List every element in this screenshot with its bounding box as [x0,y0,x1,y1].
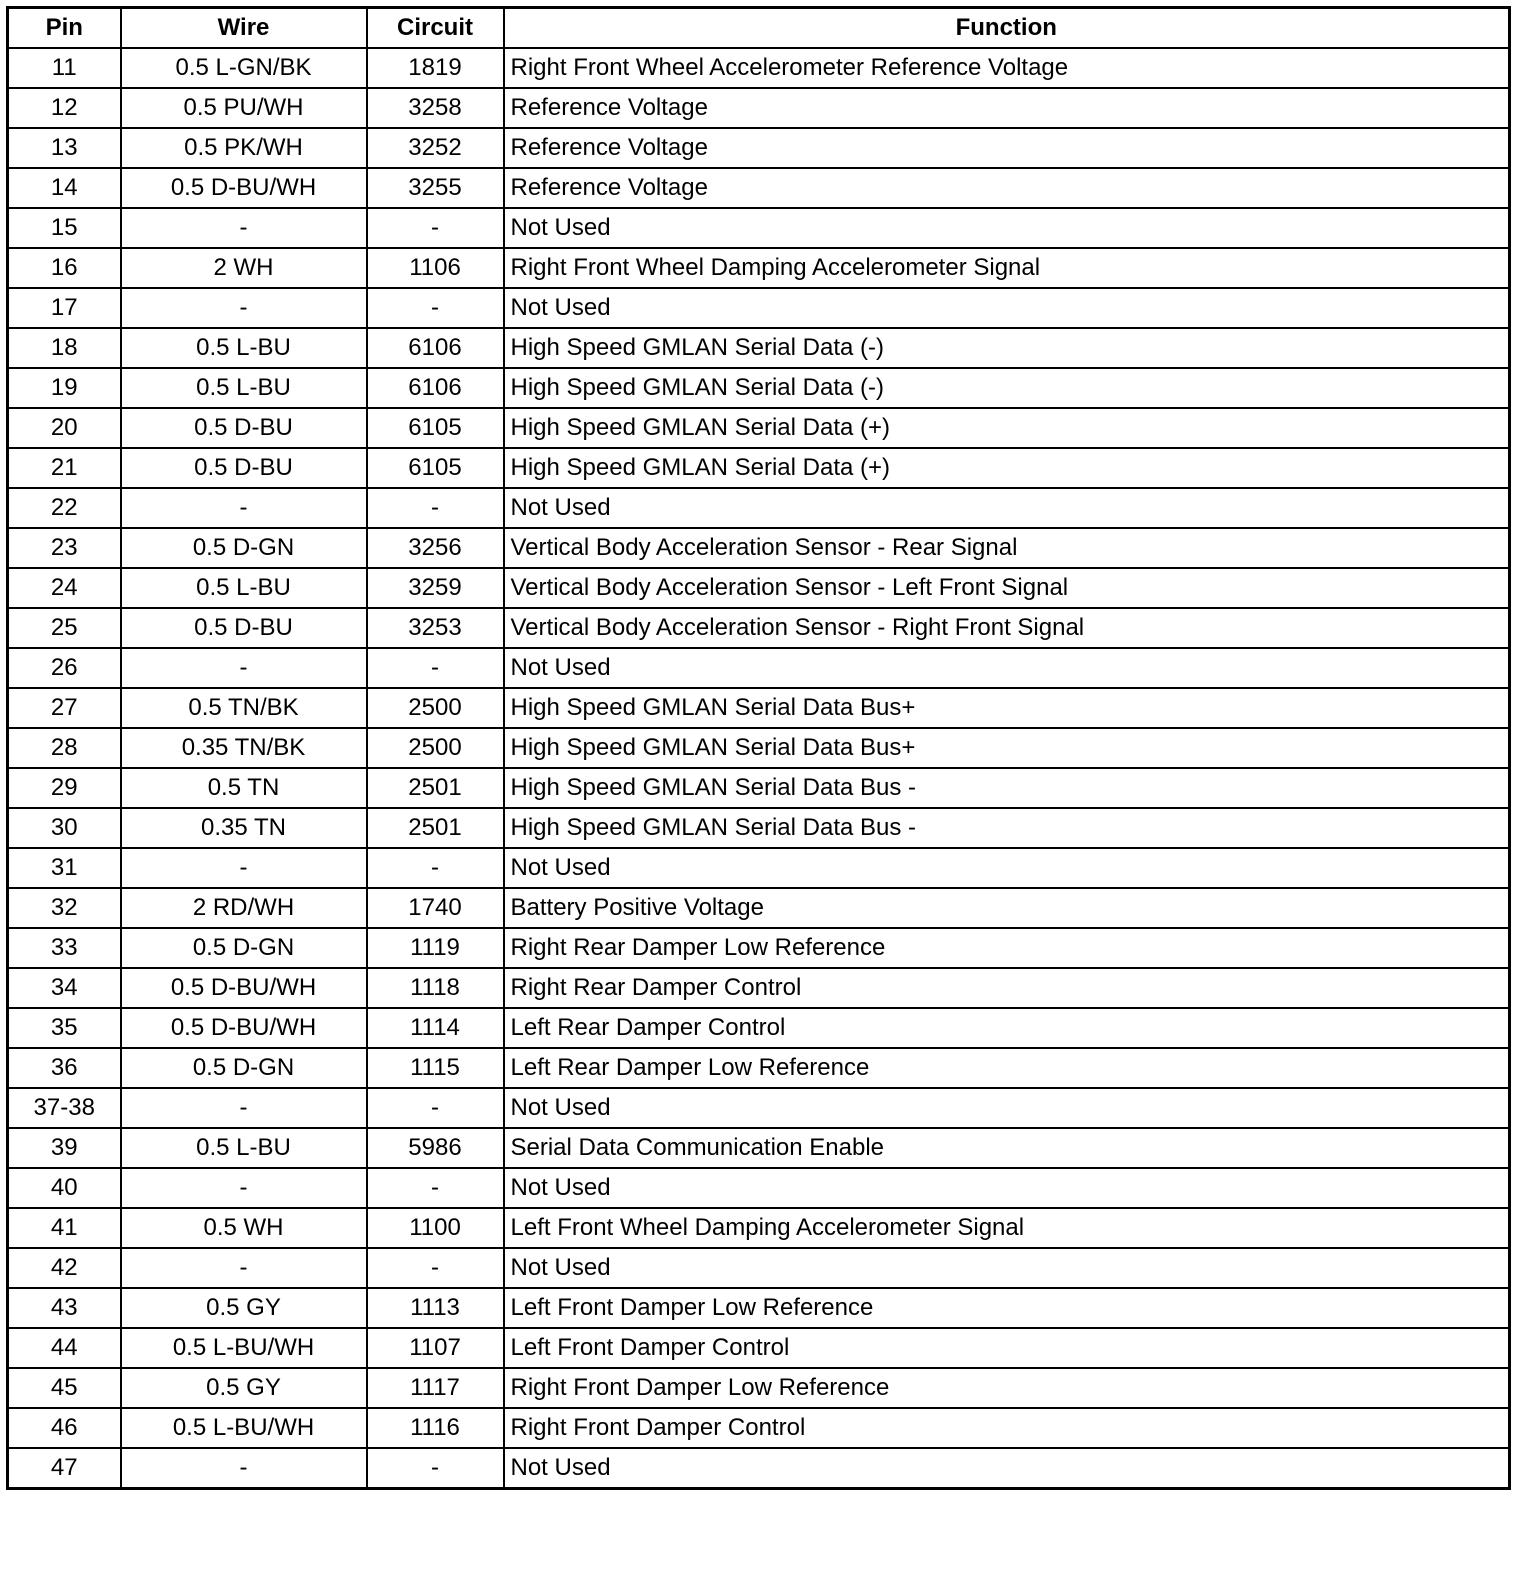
table-row [8,1008,1510,1048]
pin-cell: 27 [8,688,121,728]
wire-cell: - [121,488,367,528]
circuit-cell: 6105 [367,448,504,488]
function-cell: Right Rear Damper Low Reference [504,928,1510,968]
function-cell: Not Used [504,648,1510,688]
pin-cell: 13 [8,128,121,168]
pin-cell: 17 [8,288,121,328]
header-pin: Pin [8,8,121,49]
wire-cell: - [121,288,367,328]
table-header-row [8,8,1510,49]
circuit-cell: 1819 [367,48,504,88]
circuit-cell: - [367,1168,504,1208]
function-cell: Not Used [504,488,1510,528]
wire-cell: - [121,648,367,688]
table-row [8,1408,1510,1448]
table-row [8,888,1510,928]
table-row [8,1088,1510,1128]
function-cell: Reference Voltage [504,128,1510,168]
table-row [8,1328,1510,1368]
connector-pinout-table [6,6,1511,1490]
table-row [8,1208,1510,1248]
function-cell: Right Front Damper Control [504,1408,1510,1448]
pin-cell: 41 [8,1208,121,1248]
wire-cell: - [121,1088,367,1128]
pin-cell: 32 [8,888,121,928]
wire-cell: 0.35 TN [121,808,367,848]
function-cell: Not Used [504,208,1510,248]
circuit-cell: - [367,288,504,328]
circuit-cell: 2500 [367,688,504,728]
table-row [8,928,1510,968]
table-row [8,768,1510,808]
wire-cell: 0.5 D-GN [121,1048,367,1088]
circuit-cell: 1114 [367,1008,504,1048]
function-cell: Right Rear Damper Control [504,968,1510,1008]
pin-cell: 11 [8,48,121,88]
pin-cell: 22 [8,488,121,528]
function-cell: High Speed GMLAN Serial Data (-) [504,368,1510,408]
function-cell: Vertical Body Acceleration Sensor - Rear Signal [504,528,1510,568]
table-row [8,568,1510,608]
function-cell: Not Used [504,288,1510,328]
wire-cell: 0.5 D-BU/WH [121,1008,367,1048]
wire-cell: 0.5 L-BU [121,328,367,368]
wire-cell: 0.5 TN/BK [121,688,367,728]
table-row [8,848,1510,888]
function-cell: Not Used [504,1088,1510,1128]
table-row [8,248,1510,288]
circuit-cell: 1740 [367,888,504,928]
wire-cell: - [121,1168,367,1208]
table-row [8,528,1510,568]
wire-cell: 0.5 WH [121,1208,367,1248]
table-row [8,1368,1510,1408]
function-cell: High Speed GMLAN Serial Data Bus - [504,768,1510,808]
circuit-cell: 1116 [367,1408,504,1448]
pin-cell: 30 [8,808,121,848]
table-row [8,288,1510,328]
pin-cell: 39 [8,1128,121,1168]
pin-cell: 21 [8,448,121,488]
table-row [8,1128,1510,1168]
pin-cell: 15 [8,208,121,248]
circuit-cell: 5986 [367,1128,504,1168]
pin-cell: 46 [8,1408,121,1448]
table-row [8,408,1510,448]
table-row [8,648,1510,688]
function-cell: High Speed GMLAN Serial Data Bus - [504,808,1510,848]
circuit-cell: - [367,1088,504,1128]
circuit-cell: - [367,848,504,888]
header-wire: Wire [121,8,367,49]
table-row [8,88,1510,128]
table-row [8,448,1510,488]
circuit-cell: 6106 [367,328,504,368]
pin-cell: 31 [8,848,121,888]
circuit-cell: - [367,648,504,688]
pin-cell: 44 [8,1328,121,1368]
wire-cell: - [121,208,367,248]
circuit-cell: 3253 [367,608,504,648]
pin-cell: 45 [8,1368,121,1408]
circuit-cell: 3255 [367,168,504,208]
pin-cell: 23 [8,528,121,568]
wire-cell: 0.5 D-BU/WH [121,168,367,208]
wire-cell: 0.5 L-GN/BK [121,48,367,88]
function-cell: Left Front Wheel Damping Accelerometer Signal [504,1208,1510,1248]
pin-cell: 33 [8,928,121,968]
header-function: Function [504,8,1510,49]
circuit-cell: - [367,488,504,528]
circuit-cell: 2500 [367,728,504,768]
pin-cell: 24 [8,568,121,608]
function-cell: Vertical Body Acceleration Sensor - Left Front Signal [504,568,1510,608]
function-cell: Right Front Wheel Accelerometer Reference Voltage [504,48,1510,88]
pin-cell: 16 [8,248,121,288]
pin-cell: 12 [8,88,121,128]
circuit-cell: 1118 [367,968,504,1008]
wire-cell: 0.5 L-BU [121,1128,367,1168]
wire-cell: 2 RD/WH [121,888,367,928]
function-cell: High Speed GMLAN Serial Data (+) [504,448,1510,488]
pin-cell: 36 [8,1048,121,1088]
table-row [8,1448,1510,1489]
circuit-cell: 1119 [367,928,504,968]
table-row [8,688,1510,728]
pin-cell: 42 [8,1248,121,1288]
pin-cell: 20 [8,408,121,448]
function-cell: High Speed GMLAN Serial Data Bus+ [504,688,1510,728]
pin-cell: 26 [8,648,121,688]
wire-cell: - [121,1448,367,1489]
function-cell: Not Used [504,848,1510,888]
wire-cell: 0.5 L-BU/WH [121,1408,367,1448]
table-row [8,608,1510,648]
table-row [8,168,1510,208]
table-row [8,1248,1510,1288]
table-row [8,968,1510,1008]
circuit-cell: 6106 [367,368,504,408]
table-row [8,728,1510,768]
circuit-cell: 6105 [367,408,504,448]
function-cell: Serial Data Communication Enable [504,1128,1510,1168]
wire-cell: 0.5 D-BU/WH [121,968,367,1008]
circuit-cell: 1115 [367,1048,504,1088]
circuit-cell: 3256 [367,528,504,568]
wire-cell: 0.5 GY [121,1368,367,1408]
circuit-cell: 3258 [367,88,504,128]
table-row [8,208,1510,248]
wire-cell: 0.5 D-GN [121,528,367,568]
pin-cell: 34 [8,968,121,1008]
function-cell: High Speed GMLAN Serial Data (+) [504,408,1510,448]
function-cell: Not Used [504,1168,1510,1208]
circuit-cell: 2501 [367,768,504,808]
wire-cell: 0.5 GY [121,1288,367,1328]
wire-cell: 0.5 D-BU [121,408,367,448]
circuit-cell: 1106 [367,248,504,288]
pin-cell: 47 [8,1448,121,1489]
wire-cell: - [121,1248,367,1288]
circuit-cell: - [367,208,504,248]
wire-cell: 0.5 L-BU [121,368,367,408]
function-cell: Left Rear Damper Low Reference [504,1048,1510,1088]
circuit-cell: 1113 [367,1288,504,1328]
circuit-cell: 1107 [367,1328,504,1368]
function-cell: Right Front Wheel Damping Accelerometer Signal [504,248,1510,288]
pin-cell: 35 [8,1008,121,1048]
table-row [8,368,1510,408]
table-row [8,1168,1510,1208]
circuit-cell: 1100 [367,1208,504,1248]
function-cell: High Speed GMLAN Serial Data (-) [504,328,1510,368]
table-row [8,128,1510,168]
function-cell: Left Front Damper Low Reference [504,1288,1510,1328]
pin-cell: 25 [8,608,121,648]
pin-cell: 28 [8,728,121,768]
function-cell: High Speed GMLAN Serial Data Bus+ [504,728,1510,768]
wire-cell: 0.5 PU/WH [121,88,367,128]
wire-cell: 0.5 L-BU/WH [121,1328,367,1368]
function-cell: Not Used [504,1248,1510,1288]
function-cell: Vertical Body Acceleration Sensor - Right Front Signal [504,608,1510,648]
function-cell: Not Used [504,1448,1510,1489]
pin-cell: 14 [8,168,121,208]
pin-cell: 29 [8,768,121,808]
circuit-cell: 1117 [367,1368,504,1408]
function-cell: Battery Positive Voltage [504,888,1510,928]
table-row [8,1048,1510,1088]
pin-cell: 18 [8,328,121,368]
wire-cell: 0.5 PK/WH [121,128,367,168]
pin-cell: 43 [8,1288,121,1328]
table-row [8,328,1510,368]
table-row [8,1288,1510,1328]
circuit-cell: 3252 [367,128,504,168]
function-cell: Left Rear Damper Control [504,1008,1510,1048]
wire-cell: - [121,848,367,888]
pin-cell: 19 [8,368,121,408]
function-cell: Left Front Damper Control [504,1328,1510,1368]
circuit-cell: - [367,1248,504,1288]
header-circuit: Circuit [367,8,504,49]
pin-cell: 37-38 [8,1088,121,1128]
pin-cell: 40 [8,1168,121,1208]
function-cell: Reference Voltage [504,88,1510,128]
circuit-cell: - [367,1448,504,1489]
wire-cell: 0.5 D-GN [121,928,367,968]
function-cell: Reference Voltage [504,168,1510,208]
wire-cell: 0.5 TN [121,768,367,808]
table-row [8,488,1510,528]
wire-cell: 0.35 TN/BK [121,728,367,768]
wire-cell: 0.5 L-BU [121,568,367,608]
table-row [8,808,1510,848]
wire-cell: 0.5 D-BU [121,608,367,648]
table-row [8,48,1510,88]
circuit-cell: 3259 [367,568,504,608]
circuit-cell: 2501 [367,808,504,848]
table-body [8,48,1510,1489]
wire-cell: 2 WH [121,248,367,288]
wire-cell: 0.5 D-BU [121,448,367,488]
function-cell: Right Front Damper Low Reference [504,1368,1510,1408]
